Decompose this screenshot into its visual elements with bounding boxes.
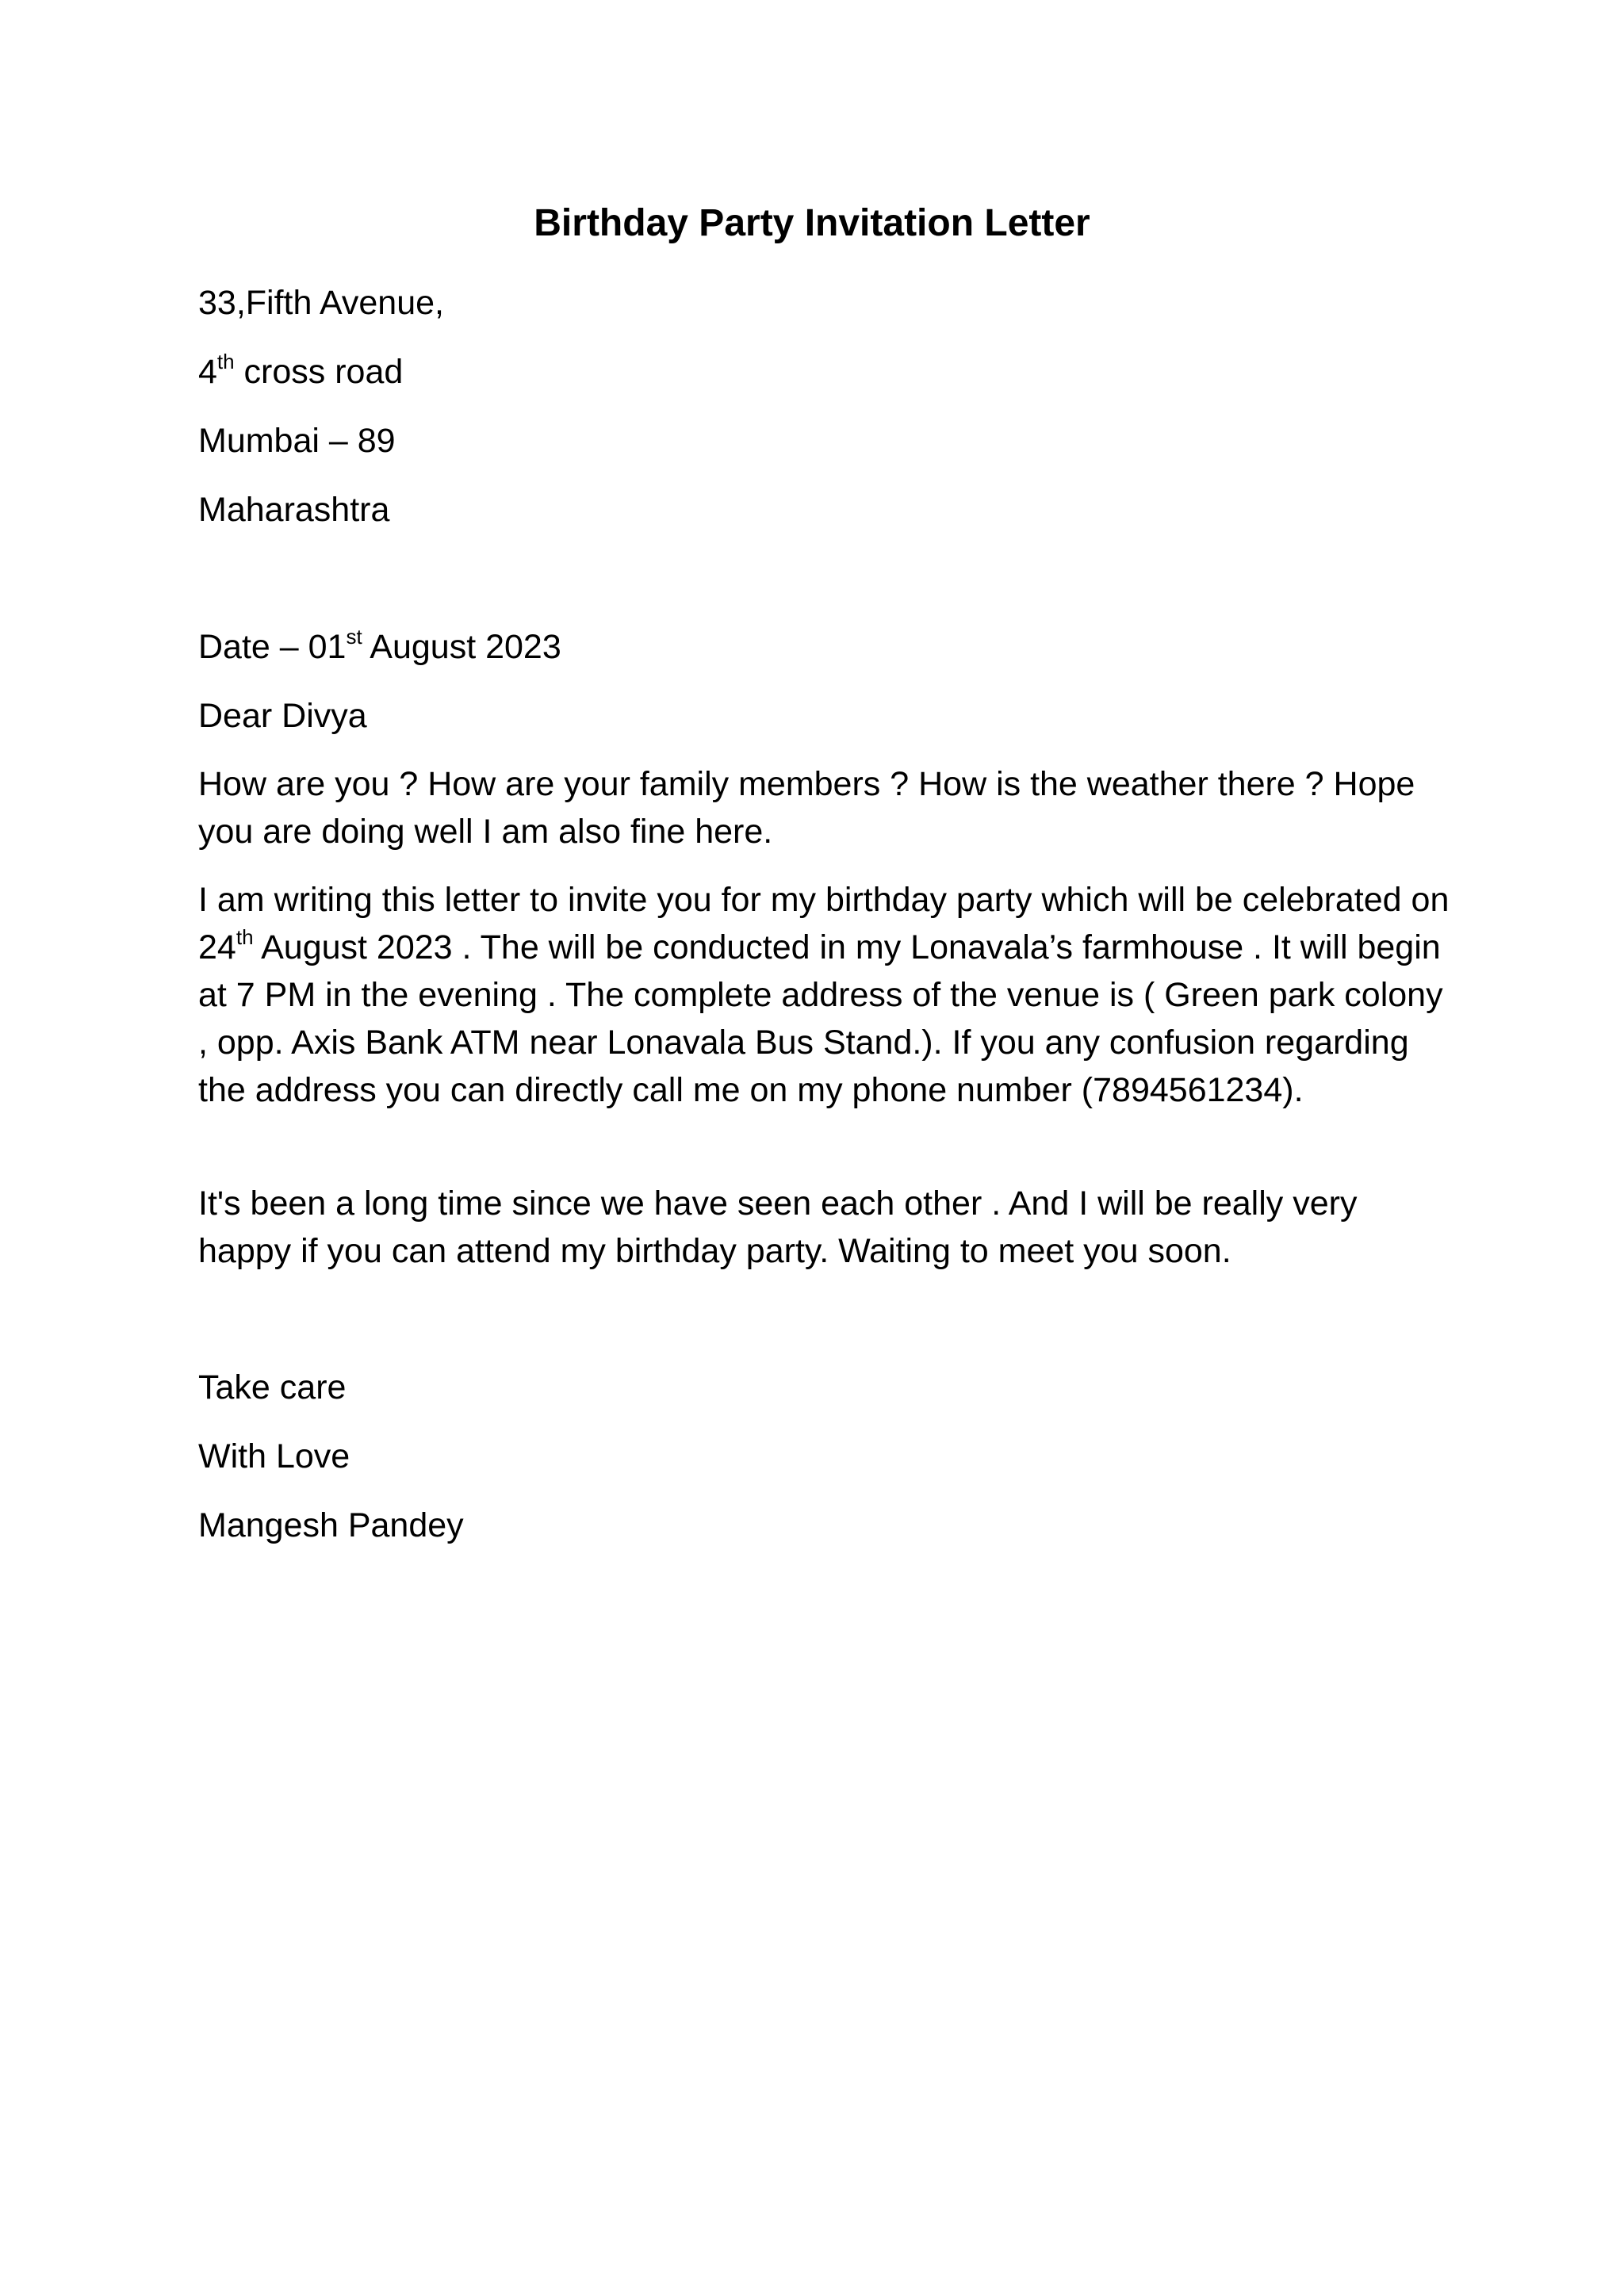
letter-date	[198, 623, 561, 671]
date-prefix: Date – 01	[198, 628, 347, 666]
salutation: Dear Divya	[198, 697, 367, 735]
closing-take-care: Take care	[198, 1368, 347, 1406]
date-ordinal: st	[346, 625, 362, 649]
address-line-4: Maharashtra	[198, 491, 390, 529]
document-title: Birthday Party Invitation Letter	[534, 202, 1090, 244]
address-line-3: Mumbai – 89	[198, 422, 396, 460]
invitation-date-ordinal: th	[236, 925, 254, 949]
address-line-2	[198, 348, 403, 396]
closing-with-love: With Love	[198, 1437, 350, 1475]
paragraph-invitation	[198, 876, 1451, 1114]
address-line-2-ordinal: th	[216, 350, 235, 373]
address-line-2-text: cross road	[234, 353, 404, 391]
address-line-2-number: 4	[198, 353, 217, 391]
paragraph-closing-remarks: It's been a long time since we have seen each other . And I will be really very happy if you can attend my birthday party. Waiting to meet you soon.	[198, 1184, 1358, 1270]
invitation-text-rest: August 2023 . The will be conducted in my Lonavala’s farmhouse . It will begin at 7 PM in the evening . The complete address of the venue is ( Green park colony , opp. Axis Bank ATM near Lonavala Bus Stand.). If you any confusion regarding the address you can directly call me on my phone number (7894561234).	[198, 928, 1443, 1109]
date-rest: August 2023	[362, 628, 561, 666]
address-line-1: 33,Fifth Avenue,	[198, 284, 444, 322]
signature-name: Mangesh Pandey	[198, 1506, 464, 1544]
paragraph-greeting: How are you ? How are your family members ? How is the weather there ? Hope you are doing well I am also fine here.	[198, 765, 1415, 851]
invitation-text-start: I am writing this letter to invite you for my birthday party which will be celebrated on 24	[198, 881, 1450, 966]
